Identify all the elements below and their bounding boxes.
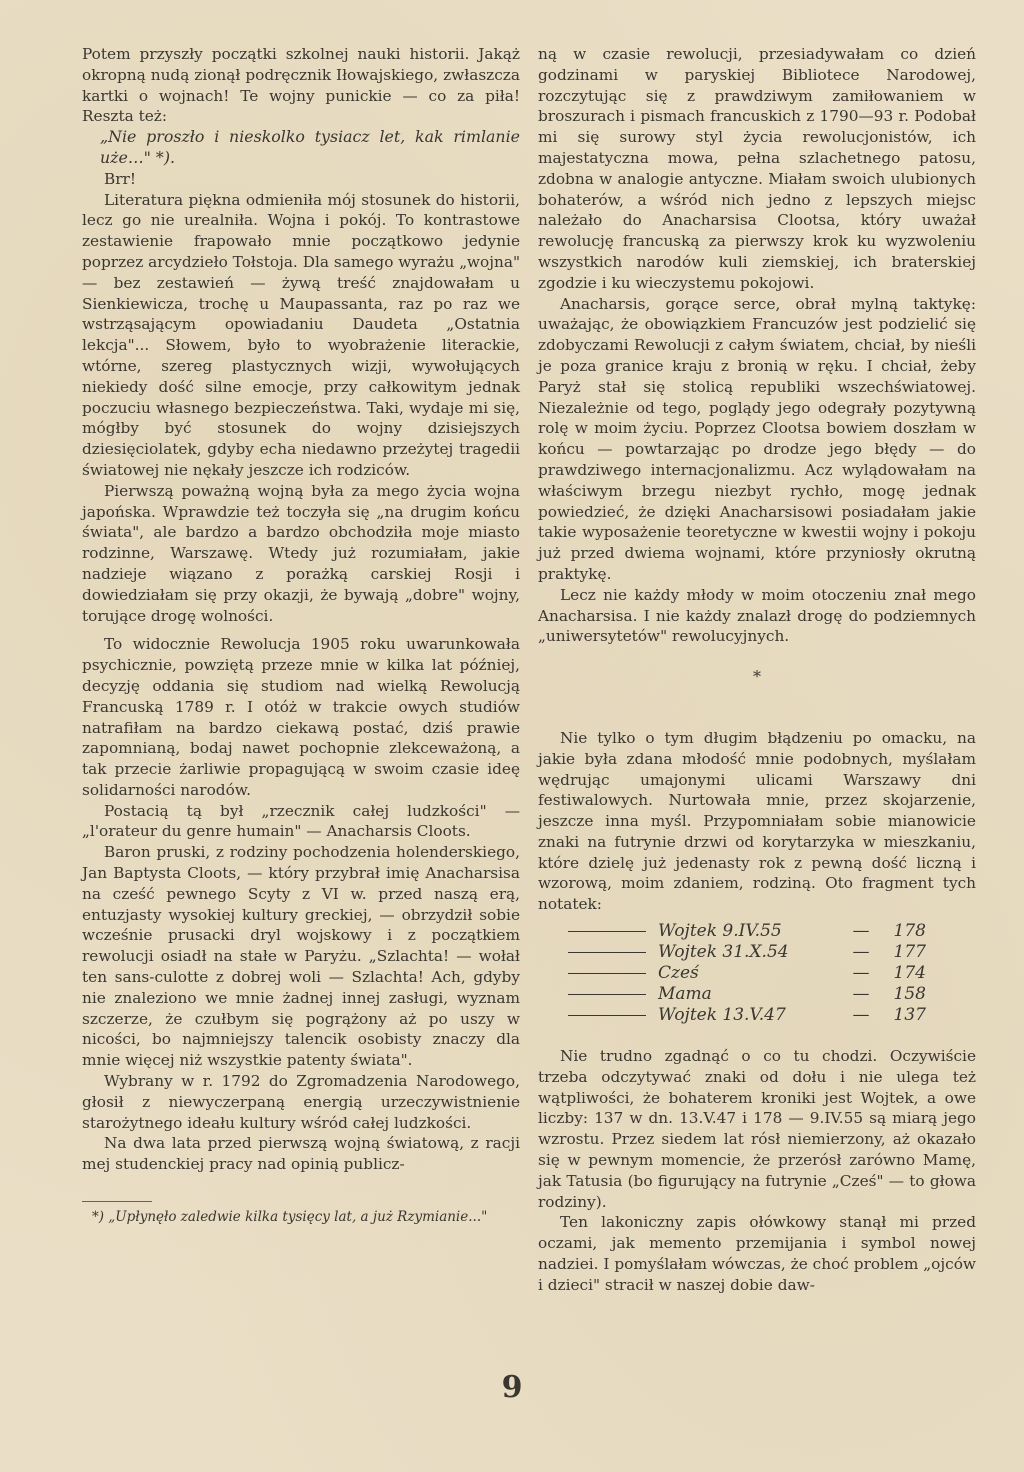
- paragraph: Literatura piękna odmieniła mój stosunek do historii, lecz go nie urealniła. Wojna i pokój. To kontrastowe zestawienie frapowało mnie początkowo jedynie poprzez arcydzieło Tołstoja. Dla samego wyrażu „wojna" — bez zestawień — żywą treść znajdowałam u Sienkiewicza, trochę u Maupassanta, raz po raz we wstrząsającym opowiadaniu Daudeta „Ostatnia lekcja"... Słowem, było to wyobrażenie literackie, wtórne, szereg plastycznych wizji, wywołujących niekiedy dość silne emocje, przy całkowitym jednak poczuciu własnego bezpieczeństwa. Taki, wydaje mi się, mógłby być stosunek do wojny dzisiejszych dziesięciolatek, gdyby echa niedawno przeżytej tragedii światowej nie nękały jeszcze ich rodziców.: [82, 190, 520, 479]
- note-value: 178: [893, 921, 926, 942]
- page-number: 9: [501, 1370, 523, 1405]
- note-line: [568, 994, 646, 995]
- paragraph: Nie tylko o tym długim błądzeniu po omacku, na jakie była zdana młodość mnie podobnych, myślałam wędrując umajonymi ulicami Warszawy dni festiwalowych. Nurtowała mnie, przez skojarzenie, jeszcze inna myśl. Przypomniałam sobie mianowicie znaki na futrynie drzwi od korytarzyka w mieszkaniu, które dzielę już jedenasty rok z pewną dość liczną i wzorową, moim zdaniem, rodziną. Oto fragment tych notatek:: [538, 728, 976, 914]
- paragraph: Lecz nie każdy młody w moim otoczeniu znał mego Anacharsisa. I nie każdy znalazł drogę do podziemnych „uniwersytetów" rewolucyjnych.: [538, 585, 976, 646]
- paragraph: ną w czasie rewolucji, przesiadywałam co dzień godzinami w paryskiej Bibliotece Narodowej, rozczytując się z prawdziwym zamiłowaniem w broszurach i pismach francuskich z 1790—93 r. Podobał mi się surowy styl życia rewolucjonistów, ich majestatyczna mowa, pełna szlachetnego patosu, zdobna w analogie antyczne. Miałam swoich ulubionych bohaterów, a wśród nich jedno z lepszych miejsc należało do Anacharsisa Clootsa, który uważał rewolucję francuską za pierwszy krok ku wyzwoleniu wszystkich narodów kuli ziemskiej, ich braterskiej zgodzie i ku wieczystemu pokojowi.: [538, 45, 976, 292]
- note-name: Wojtek 13.V.47: [658, 1005, 786, 1026]
- footnote: *) „Upłynęło zaledwie kilka tysięcy lat, a już Rzymianie...": [92, 1209, 488, 1226]
- note-value: 174: [893, 963, 926, 984]
- note-dash: —: [852, 963, 870, 984]
- right-column: [538, 44, 976, 1296]
- note-dash: —: [852, 942, 870, 963]
- paragraph: Postacią tą był „rzecznik całej ludzkości" — „l'orateur du genre humain" — Anacharsis Cloots.: [82, 801, 520, 841]
- left-column: [82, 44, 520, 1226]
- paragraph: Pierwszą poważną wojną była za mego życia wojna japońska. Wprawdzie też toczyła się „na drugim końcu świata", ale bardzo a bardzo obchodziła moje miasto rodzinne, Warszawę. Wtedy już rozumiałam, jakie nadzieje wiązano z porażką carskiej Rosji i dowiedziałam się przy okazji, że bywają „dobre" wojny, torujące drogę wolności.: [82, 481, 520, 625]
- note-dash: —: [852, 921, 870, 942]
- paragraph: Wybrany w r. 1792 do Zgromadzenia Narodowego, głosił z niewyczerpaną energią urzeczywistnienie starożytnego ideału kultury wśród całej ludzkości.: [82, 1072, 520, 1132]
- paragraph: Anacharsis, gorące serce, obrał mylną taktykę: uważając, że obowiązkiem Francuzów jest podzielić się zdobyczami Rewolucji z całym światem, chciał, by nieśli je poza granice kraju z bronią w ręku. I chciał, żeby Paryż stał się stolicą republiki wszechświatowej. Niezależnie od tego, poglądy jego odegrały pozytywną rolę w moim życiu. Poprzez Clootsa bowiem doszłam w końcu — powtarzając po drodze jego błędy — do prawdziwego internacjonalizmu. Acz wylądowałam na właściwym brzegu niezbyt rychło, mogę jednak powiedzieć, że dzięki Anacharsisowi posiadałam jakie takie wyposażenie teoretyczne w kwestii wojny i pokoju już przed dwiema wojnami, które przyniosły okrutną praktykę.: [538, 294, 976, 583]
- note-value: 158: [893, 984, 926, 1005]
- note-dash: —: [852, 984, 870, 1005]
- paragraph: To widocznie Rewolucja 1905 roku uwarunkowała psychicznie, powziętą przeze mnie w kilka lat później, decyzję oddania się studiom nad wielką Rewolucją Francuską 1789 r. I otóż w trakcie owych studiów natrafiłam na bardzo ciekawą postać, dziś prawie zapomnianą, bodaj nawet pochopnie zlekceważoną, a tak przecie żarliwie propagującą w swoim czasie ideę solidarności narodów.: [82, 635, 520, 799]
- paragraph: Nie trudno zgadnąć o co tu chodzi. Oczywiście trzeba odczytywać znaki od dołu i nie ulega też wątpliwości, że bohaterem kroniki jest Wojtek, a owe liczby: 137 w dn. 13.V.47 i 178 — 9.IV.55 są miarą jego wzrostu. Przez siedem lat rósł niemierzony, aż okazało się w pewnym momencie, że przerósł zarówno Mamę, jak Tatusia (bo figurujący na futrynie „Cześ" — to głowa rodziny).: [538, 1047, 976, 1211]
- section-separator: *: [753, 667, 761, 687]
- note-line: [568, 1015, 646, 1016]
- note-name: Wojtek 31.X.54: [658, 942, 789, 963]
- note-name: Mama: [658, 984, 712, 1005]
- paragraph: Ten lakoniczny zapis ołówkowy stanął mi przed oczami, jak memento przemijania i symbol nowej nadziei. I pomyślałam wówczas, że choć problem „ojców i dzieci" stracił w naszej dobie daw-: [538, 1213, 976, 1294]
- footnote-divider: [82, 1201, 152, 1202]
- note-row: [568, 1005, 976, 1026]
- note-dash: —: [852, 1005, 870, 1026]
- paragraph: Baron pruski, z rodziny pochodzenia holenderskiego, Jan Baptysta Cloots, — który przybrał imię Anacharsisa na cześć pewnego Scyty z VI w. przed naszą erą, entuzjasty wysokiej kultury greckiej, — obrzydził sobie wcześnie prusacki dryl wojskowy i z początkiem rewolucji osiadł na stałe w Paryżu. „Szlachta! — wołał ten sans-culotte z dobrej woli — Szlachta! Ach, gdyby nie znaleziono we mnie żadnej innej zasługi, wyznam szczerze, że czułbym się pogrążony aż po uszy w nicości, bo najmniejszy talencik osobisty znaczy dla mnie więcej niż wszystkie patenty świata".: [82, 843, 520, 1070]
- note-line: [568, 973, 646, 974]
- note-line: [568, 931, 646, 932]
- paragraph: Brr!: [104, 169, 137, 188]
- note-line: [568, 952, 646, 953]
- note-name: Wojtek 9.IV.55: [658, 921, 782, 942]
- note-value: 137: [893, 1005, 926, 1026]
- note-row: [568, 963, 976, 984]
- paragraph: Potem przyszły początki szkolnej nauki historii. Jakąż okropną nudą zionął podręcznik Iłowajskiego, zwłaszcza kartki o wojnach! Te wojny punickie — co za piła! Reszta też:: [82, 45, 520, 126]
- note-value: 177: [893, 942, 926, 963]
- verse-quote: „Nie proszło i nieskolko tysiacz let, kak rimlanie uże…" *).: [100, 127, 520, 167]
- doorframe-notes: [568, 921, 976, 1026]
- note-row: [568, 984, 976, 1005]
- note-row: [568, 921, 976, 942]
- note-row: [568, 942, 976, 963]
- note-name: Cześ: [658, 963, 699, 984]
- paragraph: Na dwa lata przed pierwszą wojną światową, z racji mej studenckiej pracy nad opinią publicz-: [82, 1134, 520, 1174]
